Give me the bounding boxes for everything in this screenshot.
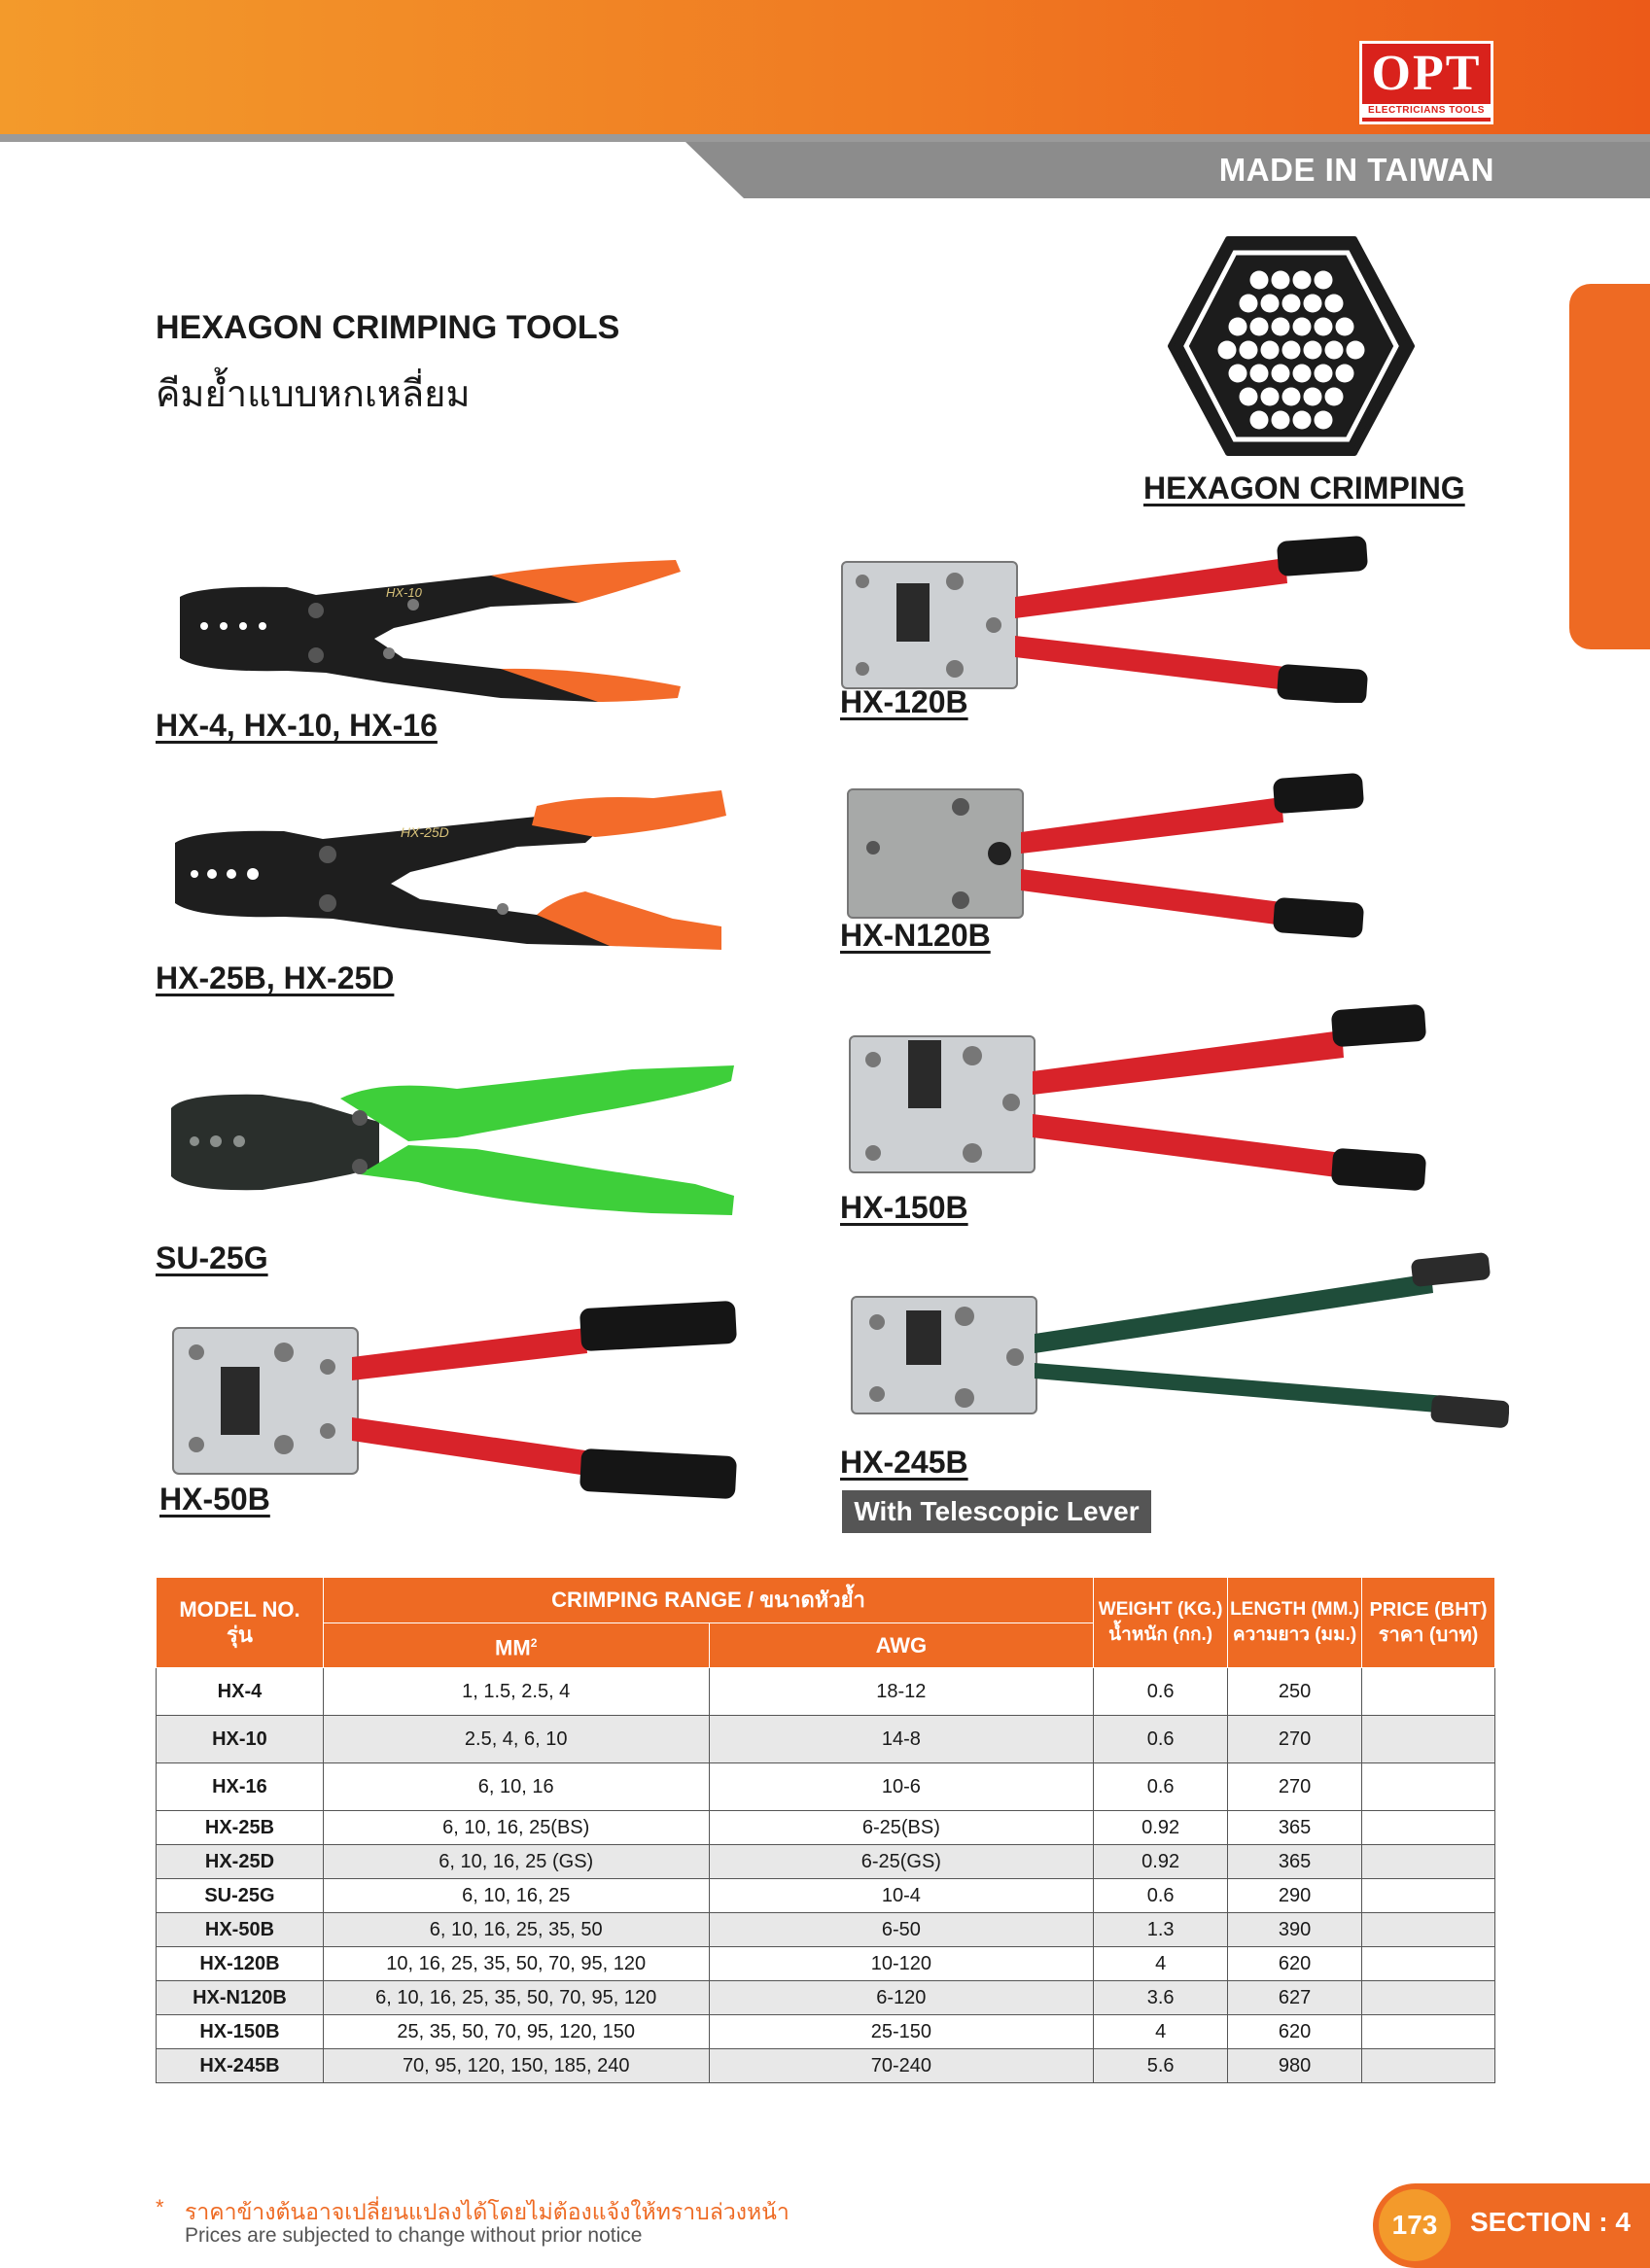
cell-price — [1362, 1668, 1495, 1716]
hex-wire-dot — [1240, 388, 1258, 406]
hex-wire-dot — [1347, 341, 1365, 360]
hx-n120b-crimper-image — [844, 768, 1369, 938]
table-row — [157, 2049, 1495, 2083]
hex-wire-dot — [1282, 388, 1301, 406]
table-row — [157, 1763, 1495, 1811]
table-row — [157, 1879, 1495, 1913]
cell-model: HX-10 — [157, 1716, 324, 1763]
made-in-label: MADE IN TAIWAN — [1218, 152, 1494, 188]
made-in-bar — [685, 142, 1650, 198]
page-title-thai: คีมย้ำแบบหกเหลี่ยม — [156, 374, 471, 415]
cell-length: 390 — [1228, 1913, 1362, 1947]
hex-wire-dot — [1304, 341, 1322, 360]
cell-price — [1362, 1913, 1495, 1947]
hex-wire-dot — [1325, 295, 1344, 313]
hex-wire-dot — [1261, 295, 1280, 313]
cell-length: 250 — [1228, 1668, 1362, 1716]
table-row — [157, 1981, 1495, 2015]
page-title: HEXAGON CRIMPING TOOLS — [156, 309, 620, 346]
table-row — [157, 1947, 1495, 1981]
hex-wire-dot — [1336, 318, 1354, 336]
cell-weight: 5.6 — [1094, 2049, 1228, 2083]
hx-25d-stamp: HX-25D — [401, 824, 449, 840]
table-row — [157, 1668, 1495, 1716]
hex-wire-dot — [1315, 365, 1333, 383]
cell-model: HX-25D — [157, 1845, 324, 1879]
cell-length: 290 — [1228, 1879, 1362, 1913]
hex-wire-dot — [1272, 271, 1290, 290]
header-model-en: MODEL NO. — [179, 1597, 300, 1622]
hx-150b-crimper-image — [846, 1001, 1429, 1191]
label-su-25g: SU-25G — [156, 1240, 268, 1275]
hx-50b-crimper-image — [167, 1299, 760, 1513]
hex-wire-dot — [1250, 411, 1269, 430]
footnote-english: Prices are subjected to change without prior notice — [185, 2224, 643, 2247]
hex-wire-dot — [1336, 365, 1354, 383]
cell-awg: 10-4 — [709, 1879, 1094, 1913]
cell-weight: 0.92 — [1094, 1811, 1228, 1845]
table-row — [157, 1811, 1495, 1845]
hex-wire-dot — [1272, 411, 1290, 430]
cell-model: HX-25B — [157, 1811, 324, 1845]
hex-wire-dot — [1282, 341, 1301, 360]
cell-weight: 0.6 — [1094, 1716, 1228, 1763]
header-length — [1228, 1578, 1362, 1668]
hexagon-crimping-icon — [1165, 233, 1418, 459]
cell-model: HX-50B — [157, 1913, 324, 1947]
cell-mm: 6, 10, 16, 25 — [323, 1879, 709, 1913]
cell-model: SU-25G — [157, 1879, 324, 1913]
opt-logo — [1359, 41, 1493, 124]
table-row — [157, 1845, 1495, 1879]
hex-wire-dot — [1304, 388, 1322, 406]
hex-wire-dot — [1315, 411, 1333, 430]
label-hx-25b-25d: HX-25B, HX-25D — [156, 960, 395, 995]
hex-wire-dot — [1282, 295, 1301, 313]
cell-weight: 3.6 — [1094, 1981, 1228, 2015]
header-mm-sup: 2 — [530, 1635, 538, 1650]
hex-wire-dot — [1240, 295, 1258, 313]
header-length-en: LENGTH (MM.) — [1230, 1599, 1360, 1620]
cell-weight: 0.6 — [1094, 1668, 1228, 1716]
hx-10-stamp: HX-10 — [386, 585, 422, 600]
logo-subtitle: ELECTRICIANS TOOLS — [1362, 104, 1491, 118]
cell-model: HX-4 — [157, 1668, 324, 1716]
cell-mm: 1, 1.5, 2.5, 4 — [323, 1668, 709, 1716]
hex-wire-dot — [1315, 318, 1333, 336]
hex-wire-dot — [1261, 341, 1280, 360]
cell-mm: 70, 95, 120, 150, 185, 240 — [323, 2049, 709, 2083]
hex-wire-dot — [1229, 365, 1247, 383]
header-weight — [1094, 1578, 1228, 1668]
cell-awg: 6-50 — [709, 1913, 1094, 1947]
hex-wire-dot — [1293, 318, 1312, 336]
cell-weight: 4 — [1094, 2015, 1228, 2049]
cell-weight: 0.6 — [1094, 1763, 1228, 1811]
header-price-en: PRICE (BHT) — [1369, 1599, 1488, 1621]
header-price — [1362, 1578, 1495, 1668]
header-divider — [0, 134, 1650, 142]
cell-price — [1362, 1879, 1495, 1913]
hex-wire-dot — [1229, 318, 1247, 336]
hex-wire-dot — [1293, 411, 1312, 430]
hexagon-crimping-caption: HEXAGON CRIMPING — [1143, 471, 1465, 506]
cell-awg: 10-6 — [709, 1763, 1094, 1811]
cell-mm: 6, 10, 16, 25 (GS) — [323, 1845, 709, 1879]
hex-wire-dot — [1325, 341, 1344, 360]
cell-awg: 6-120 — [709, 1981, 1094, 2015]
cell-awg: 14-8 — [709, 1716, 1094, 1763]
cell-awg: 70-240 — [709, 2049, 1094, 2083]
header-awg: AWG — [709, 1623, 1094, 1668]
cell-price — [1362, 1845, 1495, 1879]
cell-mm: 6, 10, 16, 25(BS) — [323, 1811, 709, 1845]
cell-weight: 4 — [1094, 1947, 1228, 1981]
header-mm-text: MM — [495, 1635, 531, 1660]
header-price-th: ราคา (บาท) — [1378, 1624, 1479, 1646]
cell-weight: 1.3 — [1094, 1913, 1228, 1947]
spec-table — [156, 1577, 1495, 2083]
cell-price — [1362, 1716, 1495, 1763]
cell-length: 270 — [1228, 1716, 1362, 1763]
cell-length: 365 — [1228, 1811, 1362, 1845]
cell-mm: 6, 10, 16 — [323, 1763, 709, 1811]
hex-wire-dot — [1293, 271, 1312, 290]
cell-length: 627 — [1228, 1981, 1362, 2015]
cell-model: HX-245B — [157, 2049, 324, 2083]
cell-model: HX-N120B — [157, 1981, 324, 2015]
hex-wire-dot — [1240, 341, 1258, 360]
header-mm — [323, 1623, 709, 1668]
section-label: SECTION : 4 — [1470, 2207, 1631, 2237]
footnote-star: * — [156, 2195, 164, 2219]
label-hx-50b: HX-50B — [159, 1482, 270, 1517]
cell-model: HX-16 — [157, 1763, 324, 1811]
cell-price — [1362, 1763, 1495, 1811]
hex-wire-dot — [1218, 341, 1237, 360]
cell-model: HX-120B — [157, 1947, 324, 1981]
table-row — [157, 1913, 1495, 1947]
cell-mm: 2.5, 4, 6, 10 — [323, 1716, 709, 1763]
header-weight-th: น้ำหนัก (กก.) — [1108, 1624, 1213, 1645]
hex-wire-dot — [1261, 388, 1280, 406]
label-hx-4-10-16: HX-4, HX-10, HX-16 — [156, 708, 438, 743]
hex-wire-dot — [1304, 295, 1322, 313]
hex-wire-dot — [1293, 365, 1312, 383]
hex-wire-dot — [1325, 388, 1344, 406]
cell-length: 620 — [1228, 1947, 1362, 1981]
hex-wire-dot — [1250, 318, 1269, 336]
spec-table-body — [157, 1668, 1495, 2083]
hex-wire-dot — [1272, 318, 1290, 336]
hex-wire-dot — [1315, 271, 1333, 290]
header-model-th: รุ่น — [227, 1622, 253, 1647]
hx-245b-crimper-image — [848, 1252, 1509, 1447]
hex-wire-dot — [1250, 271, 1269, 290]
label-hx-245b: HX-245B — [840, 1445, 968, 1480]
cell-model: HX-150B — [157, 2015, 324, 2049]
header-length-th: ความยาว (มม.) — [1232, 1624, 1357, 1645]
cell-mm: 6, 10, 16, 25, 35, 50 — [323, 1913, 709, 1947]
hex-wire-dot — [1250, 365, 1269, 383]
hx-120b-crimper-image — [838, 533, 1373, 703]
cell-length: 270 — [1228, 1763, 1362, 1811]
cell-awg: 25-150 — [709, 2015, 1094, 2049]
section-side-tab — [1569, 284, 1650, 649]
table-row — [157, 1716, 1495, 1763]
label-hx-150b: HX-150B — [840, 1190, 968, 1225]
label-hx-n120b: HX-N120B — [840, 918, 991, 953]
header-crimping-range: CRIMPING RANGE / ขนาดหัวย้ำ — [323, 1578, 1093, 1623]
cell-price — [1362, 1981, 1495, 2015]
logo-word: OPT — [1371, 46, 1482, 101]
cell-awg: 10-120 — [709, 1947, 1094, 1981]
cell-awg: 6-25(BS) — [709, 1811, 1094, 1845]
cell-mm: 10, 16, 25, 35, 50, 70, 95, 120 — [323, 1947, 709, 1981]
su-25g-crimper-image — [165, 1060, 739, 1225]
header-weight-en: WEIGHT (KG.) — [1098, 1599, 1223, 1620]
hx-4-crimper-image — [170, 546, 685, 712]
cell-mm: 6, 10, 16, 25, 35, 50, 70, 95, 120 — [323, 1981, 709, 2015]
cell-length: 365 — [1228, 1845, 1362, 1879]
cell-awg: 18-12 — [709, 1668, 1094, 1716]
cell-length: 980 — [1228, 2049, 1362, 2083]
label-hx-120b: HX-120B — [840, 684, 968, 719]
page-number: 173 — [1379, 2189, 1451, 2261]
footnote-thai: ราคาข้างต้นอาจเปลี่ยนแปลงได้โดยไม่ต้องแจ้งให้ทราบล่วงหน้า — [185, 2199, 790, 2224]
telescopic-lever-badge: With Telescopic Lever — [842, 1490, 1151, 1533]
header-model — [157, 1578, 324, 1668]
cell-awg: 6-25(GS) — [709, 1845, 1094, 1879]
hx-25-crimper-image — [167, 783, 731, 958]
cell-price — [1362, 2015, 1495, 2049]
table-row — [157, 2015, 1495, 2049]
cell-price — [1362, 2049, 1495, 2083]
cell-length: 620 — [1228, 2015, 1362, 2049]
cell-price — [1362, 1811, 1495, 1845]
cell-mm: 25, 35, 50, 70, 95, 120, 150 — [323, 2015, 709, 2049]
hex-wire-dot — [1272, 365, 1290, 383]
cell-weight: 0.92 — [1094, 1845, 1228, 1879]
cell-price — [1362, 1947, 1495, 1981]
cell-weight: 0.6 — [1094, 1879, 1228, 1913]
